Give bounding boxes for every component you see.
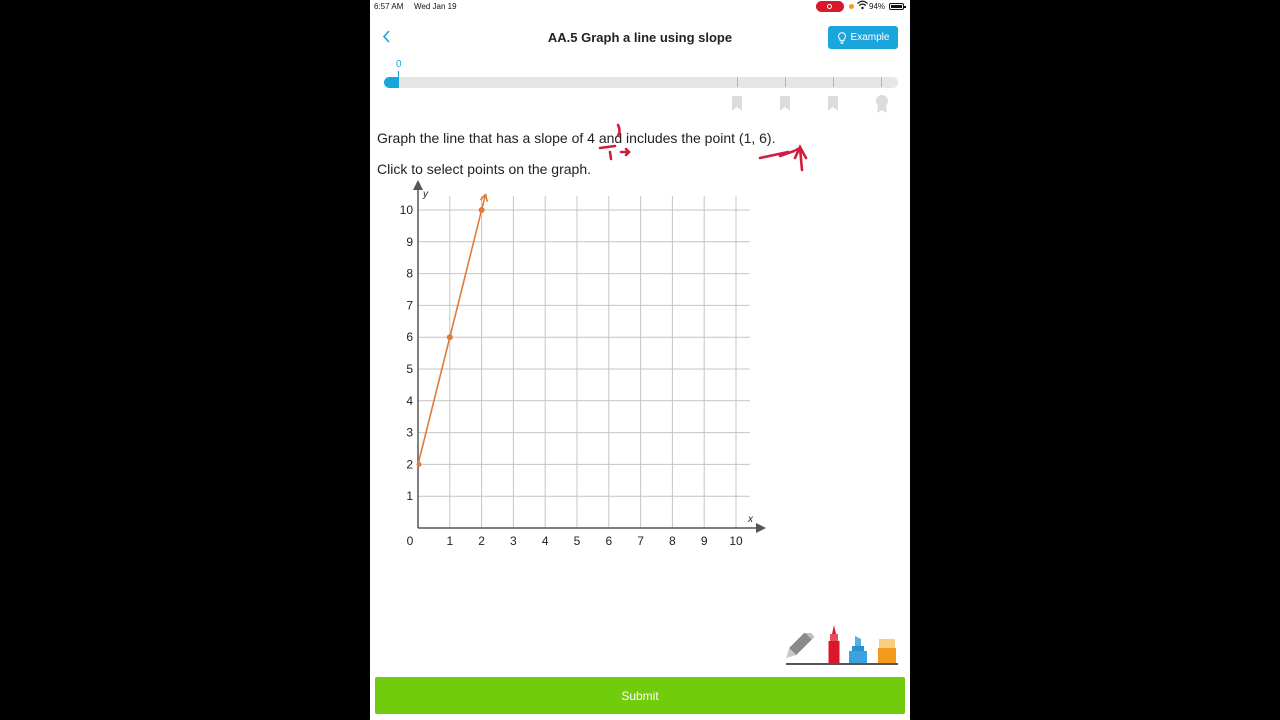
toolbar-divider	[786, 663, 898, 665]
y-tick-label: 5	[406, 362, 413, 376]
x-tick-label: 3	[510, 534, 517, 548]
page-title: AA.5 Graph a line using slope	[547, 30, 733, 45]
bookmark-icon	[828, 96, 838, 111]
x-tick-label: 2	[478, 534, 485, 548]
y-tick-label: 10	[399, 203, 413, 217]
y-axis-arrow	[413, 180, 423, 190]
graphed-line	[418, 194, 487, 464]
bookmark-icon	[780, 96, 790, 111]
pencil-icon[interactable]	[782, 633, 816, 663]
smartscore-value: 0	[396, 59, 402, 70]
graph-axes	[413, 180, 766, 533]
y-tick-label: 4	[406, 393, 413, 408]
x-tick-label: 10	[729, 534, 743, 548]
wifi-icon	[857, 0, 868, 13]
progress-tick	[833, 77, 834, 87]
award-ribbon-icon	[875, 95, 889, 113]
graph-grid	[418, 196, 750, 528]
x-axis-label: x	[748, 514, 753, 525]
y-tick-labels	[400, 203, 414, 503]
progress-bar	[384, 77, 898, 88]
progress-tick	[737, 77, 738, 87]
coordinate-graph[interactable]	[370, 180, 910, 560]
y-tick-label: 6	[406, 330, 413, 345]
microphone-indicator-icon	[849, 4, 854, 9]
y-tick-label: 1	[406, 489, 413, 504]
x-tick-label: 5	[573, 534, 581, 548]
blue-highlighter-icon[interactable]	[848, 636, 868, 665]
battery-icon	[889, 3, 904, 10]
question-text: Graph the line that has a slope of 4 and includes the point (1, 6).	[377, 130, 776, 146]
x-tick-label: 7	[637, 534, 644, 548]
graph-point	[447, 334, 453, 340]
status-date: Wed Jan 19	[414, 2, 457, 11]
x-axis-arrow	[756, 523, 766, 533]
bookmark-icon	[732, 96, 742, 111]
y-tick-label: 2	[406, 457, 413, 472]
example-label: Example	[850, 32, 890, 43]
status-bar	[370, 0, 910, 14]
submit-button[interactable]: Submit	[375, 677, 905, 714]
y-tick-label: 8	[406, 266, 413, 281]
y-axis-label: y	[423, 189, 428, 200]
x-tick-label: 8	[669, 534, 676, 548]
progress-tick	[881, 77, 882, 87]
screen-record-icon	[816, 1, 844, 12]
graph-point	[479, 207, 485, 213]
instruction-text: Click to select points on the graph.	[377, 161, 592, 177]
graph-point	[417, 462, 422, 467]
x-tick-labels	[407, 534, 743, 548]
example-button[interactable]	[828, 26, 898, 49]
x-tick-label: 0	[406, 534, 414, 548]
red-marker-icon[interactable]	[827, 625, 841, 665]
y-tick-label: 9	[406, 234, 413, 249]
eraser-icon[interactable]	[877, 639, 897, 665]
status-time: 6:57 AM	[374, 2, 404, 11]
y-tick-label: 7	[406, 298, 413, 313]
progress-tick	[785, 77, 786, 87]
progress-fill	[384, 77, 399, 88]
app-screen	[370, 0, 910, 720]
x-tick-label: 9	[700, 534, 708, 548]
x-tick-label: 4	[541, 534, 549, 548]
x-tick-label: 1	[446, 534, 454, 548]
battery-percent: 94%	[869, 2, 886, 11]
line-segment	[418, 194, 486, 464]
lightbulb-icon	[837, 32, 847, 44]
y-tick-label: 3	[406, 425, 413, 440]
x-tick-label: 6	[605, 534, 613, 548]
